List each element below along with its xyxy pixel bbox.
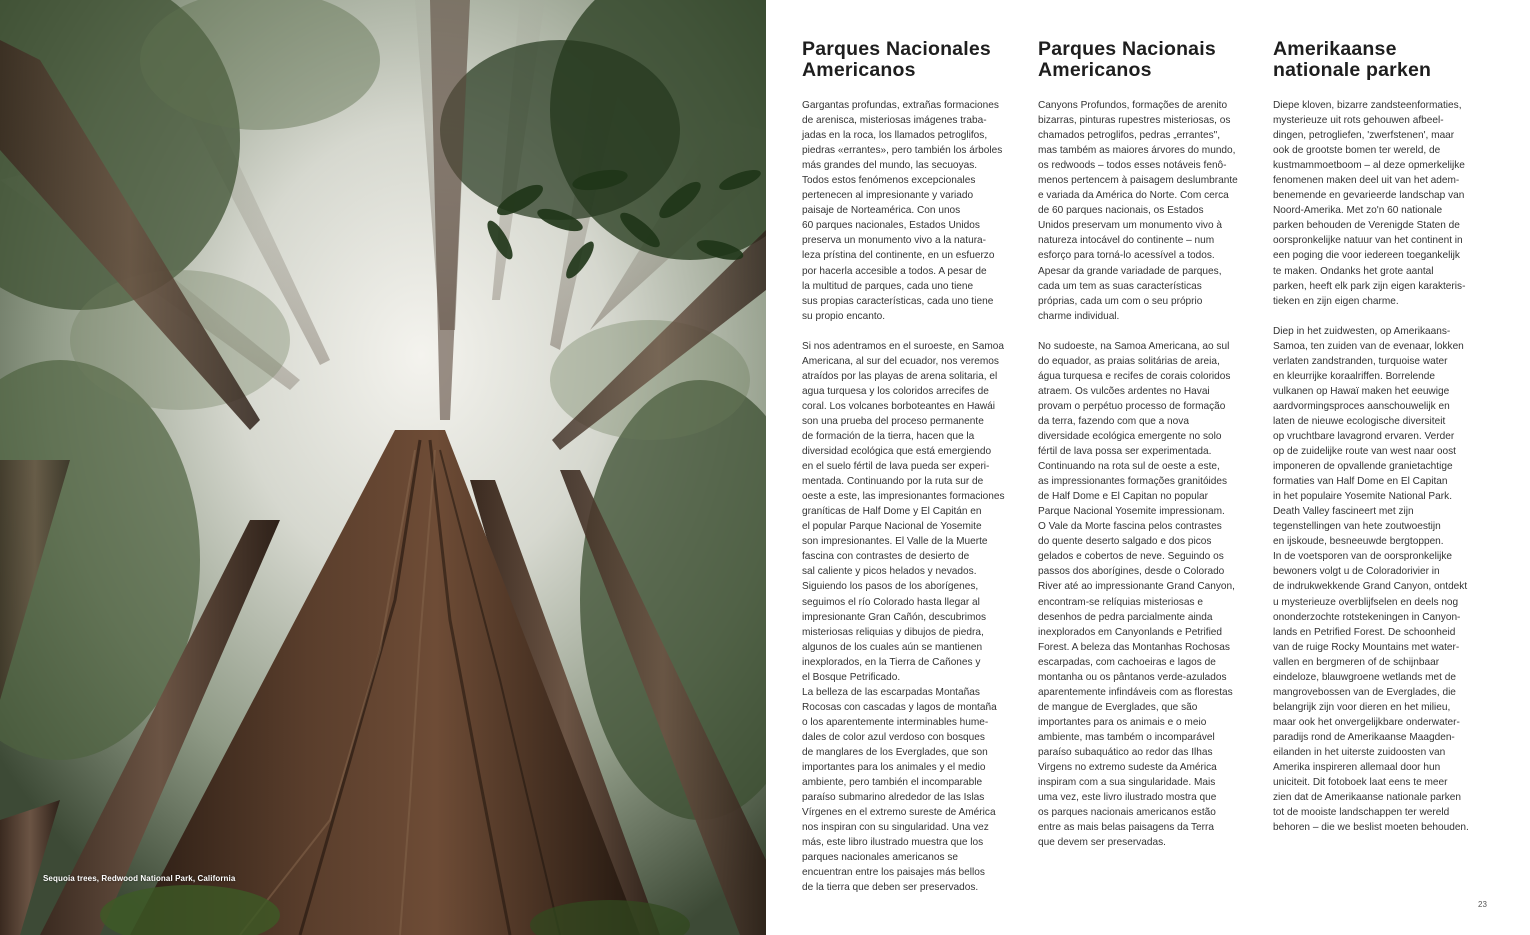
column-title: Parques Nacionales Americanos xyxy=(802,38,991,81)
photo-caption: Sequoia trees, Redwood National Park, California xyxy=(43,874,236,883)
column-spanish xyxy=(802,39,1020,895)
paragraph: Diepe kloven, bizarre zandsteenformaties, mysterieuze uit rots gehouwen afbeel- dingen, petrogliefen, 'zwerfstenen', maar ook de grootste bomen ter wereld, de kustmammoetboom – al deze opmerkelijke fenomenen maken deel uit van het adem- benemende en gevarieerde landschap van Noord-Amerika. Met zo'n 60 nationale parken behouden de Verenigde Staten de oorspronkelijke natuur van het continent in een poging die voor iedereen toegankelijk te maken. Ondanks het grote aantal parken, heeft elk park zijn eigen karakteris- tieken en zijn eigen charme. xyxy=(1273,100,1466,307)
paragraph: Diep in het zuidwesten, op Amerikaans- Samoa, ten zuiden van de evenaar, lokken verlaten zandstranden, turquoise water en kleurrijke koraalriffen. Borrelende vulkanen op Hawaï maken het eeuwige aardvormingsproces aanschouwelijk en laten de nieuwe ecologische diversiteit op vruchtbare lavagrond ervaren. Verder op de zuidelijke route van west naar oost imponeren de opvallende granietachtige formaties van Half Dome en El Capitan in het populaire Yosemite National Park. Death Valley fascineert met zijn tegenstellingen van hete zoutwoestijn en ijskoude, besneeuwde bergtoppen. In de voetsporen van de oorspronkelijke bewoners volgt u de Coloradorivier in de indrukwekkende Grand Canyon, ontdekt u mysterieuze overblijfselen en deels nog ononderzochte rotstekeningen in Canyon- lands en Petrified Forest. De schoonheid van de ruige Rocky Mountains met water- vallen en bergmeren of de schijnbaar eindeloze, blauwgroene wetlands met de mangrovebossen van de Everglades, die belangrijk zijn voor dieren en het milieu, maar ook het onvergelijkbare onderwater- paradijs rond de Amerikaanse Maagden- eilanden in het uiterste zuidoosten van Amerika inspireren allemaal door hun uniciteit. Dit fotoboek laat eens te meer zien dat de Amerikaanse nationale parken tot de mooiste landschappen ter wereld behoren – die we beslist moeten behouden. xyxy=(1273,325,1469,834)
column-title: Parques Nacionais Americanos xyxy=(1038,38,1216,81)
column-body xyxy=(1273,98,1491,835)
column-portuguese xyxy=(1038,39,1256,850)
column-dutch xyxy=(1273,39,1491,835)
page-number: 23 xyxy=(1478,900,1487,909)
column-body xyxy=(1038,98,1256,850)
paragraph: Si nos adentramos en el suroeste, en Samoa Americana, al sur del ecuador, nos veremos atraídos por las playas de arena solitaria, el agua turquesa y los coloridos arrecifes de coral. Los volcanes borboteantes en Hawái son una prueba del proceso permanente de formación de la tierra, hacen que la diversidad ecológica que está emergiendo en el suelo fértil de lava pueda ser experi- mentada. Continuando por la ruta sur de oeste a este, las impresionantes formaciones graníticas de Half Dome y El Capitán en el popular Parque Nacional de Yosemite son impresionantes. El Valle de la Muerte fascina con contrastes de desierto de sal caliente y picos helados y nevados. Siguiendo los pasos de los aborígenes, seguimos el río Colorado hasta llegar al impresionante Gran Cañón, descubrimos misteriosas reliquias y dibujos de piedra, algunos de los cuales aún se mantienen inexplorados, en la Tierra de Cañones y el Bosque Petrificado. La belleza de las escarpadas Montañas Rocosas con cascadas y lagos de montaña o los aparentemente interminables hume- dales de color azul verdoso con bosques de manglares de los Everglades, que son importantes para los animales y el medio ambiente, pero también el incomparable paraíso submarino alrededor de las Islas Vírgenes en el extremo sureste de América nos inspiran con su singularidad. Una vez más, este libro ilustrado muestra que los parques nacionales americanos se encuentran entre los paisajes más bellos de la tierra que deben ser preservados. xyxy=(802,340,1005,894)
column-title: Amerikaanse nationale parken xyxy=(1273,38,1432,81)
paragraph: Gargantas profundas, extrañas formaciones de arenisca, misteriosas imágenes traba- jadas en la roca, los llamados petroglifos, piedras «errantes», pero también los árboles más grandes del mundo, las secuoyas. Todos estos fenómenos excepcionales pertenecen al impresionante y variado paisaje de Norteamérica. Con unos 60 parques nacionales, Estados Unidos preserva un monumento vivo a la natura- leza prístina del continente, en un esfuerzo por hacerla accesible a todos. A pesar de la multitud de parques, cada uno tiene sus propias características, cada uno tiene su propio encanto. xyxy=(802,100,1003,322)
column-body xyxy=(802,98,1020,895)
paragraph: Canyons Profundos, formações de arenito bizarras, pinturas rupestres misteriosas, os chamados petroglifos, pedras „errantes", mas também as maiores árvores do mundo, os redwoods – todos esses notáveis fenô- menos pertencem à paisagem deslumbrante e variada da América do Norte. Com cerca de 60 parques nacionais, os Estados Unidos preservam um monumento vivo à natureza intocável do continente – num esforço para torná-lo acessível a todos. Apesar da grande variadade de parques, cada um tem as suas características próprias, cada um com o seu próprio charme individual. xyxy=(1038,100,1238,322)
paragraph: No sudoeste, na Samoa Americana, ao sul do equador, as praias solitárias de areia, água turquesa e recifes de corais coloridos atraem. Os vulcões ardentes no Havai provam o perpétuo processo de formação da terra, fazendo com que a nova diversidade ecológica emergente no solo fértil de lava possa ser experimentada. Continuando na rota sul de oeste a este, as impressionantes formações granitóides de Half Dome e El Capitan no popular Parque Nacional Yosemite impressionam. O Vale da Morte fascina pelos contrastes do quente deserto salgado e dos picos gelados e cobertos de neve. Seguindo os passos dos aborígines, desde o Colorado River até ao impressionante Grand Canyon, encontram-se relíquias misteriosas e desenhos de pedra parcialmente ainda inexplorados em Canyonlands e Petrified Forest. A beleza das Montanhas Rochosas escarpadas, com cachoeiras e lagos de montanha ou os pântanos verde-azulados aparentemente infindáveis com as florestas de mangue de Everglades, que são importantes para os animais e o meio ambiente, mas também o incomparável paraíso subaquático ao redor das Ilhas Virgens no extremo sudeste da América inspiram com a sua singularidade. Mais uma vez, este livro ilustrado mostra que os parques nacionais americanos estão entre as mais belas paisagens da Terra que devem ser preservadas. xyxy=(1038,340,1235,849)
